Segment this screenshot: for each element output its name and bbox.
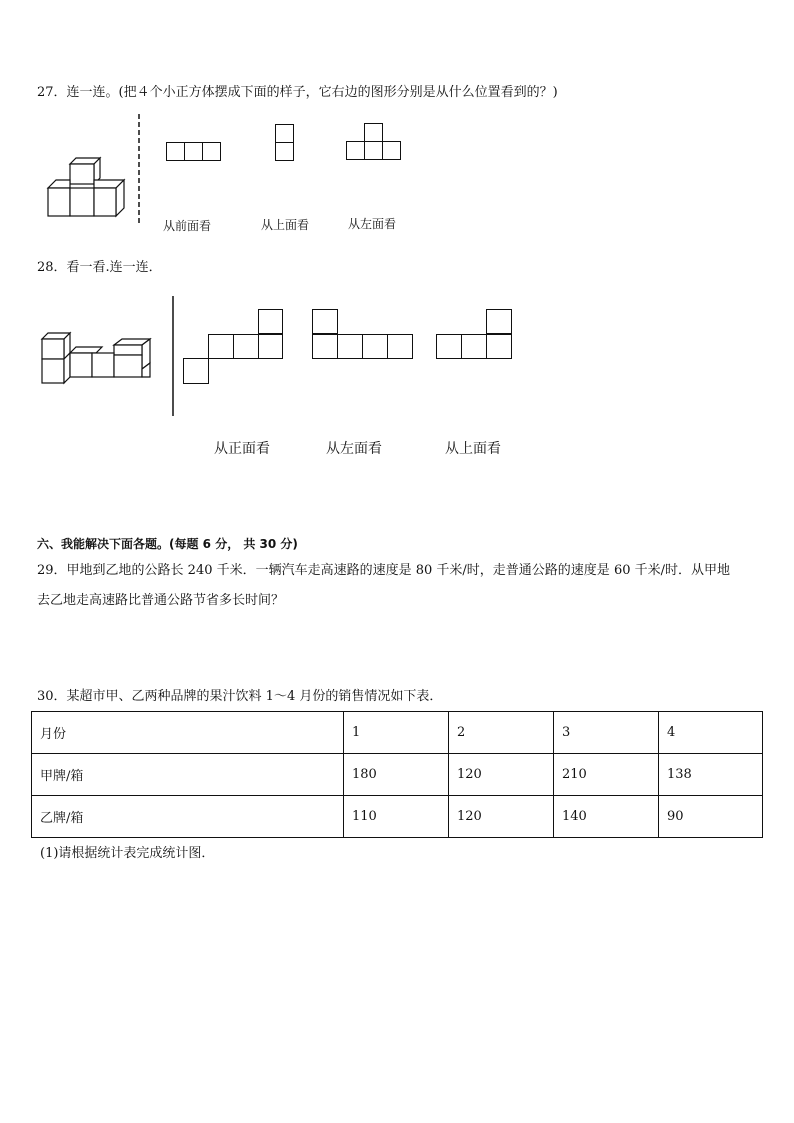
table-cell: 140 <box>554 796 659 838</box>
q27-label-front: 从前面看 <box>163 219 212 233</box>
section6-title: 六、我能解决下面各题。(每题 6 分， 共 30 分) <box>37 537 298 551</box>
table-cell: 1 <box>344 712 449 754</box>
q29-line1: 29．甲地到乙地的公路长 240 千米．一辆汽车走高速路的速度是 80 千米/时，走普通公路的速度是 60 千米/时．从甲地 <box>37 563 730 578</box>
q28-label-left: 从左面看 <box>326 441 382 457</box>
table-cell: 乙牌/箱 <box>32 796 344 838</box>
table-cell: 2 <box>449 712 554 754</box>
sales-table <box>31 711 763 838</box>
table-cell: 210 <box>554 754 659 796</box>
q30-text: 30．某超市甲、乙两种品牌的果汁饮料 1～4 月份的销售情况如下表． <box>37 689 443 704</box>
q30-sub1: (1)请根据统计表完成统计图． <box>40 846 215 861</box>
q27-dashed-divider <box>137 114 141 226</box>
q28-label-top: 从上面看 <box>445 441 501 457</box>
table-cell: 180 <box>344 754 449 796</box>
q27-text: 27．连一连。(把４个小正方体摆成下面的样子，它右边的图形分别是从什么位置看到的？) <box>37 85 558 100</box>
table-cell: 120 <box>449 754 554 796</box>
q29-line2: 去乙地走高速路比普通公路节省多长时间？ <box>37 593 285 608</box>
q27-view-a <box>166 142 222 162</box>
q27-view-c <box>346 123 402 161</box>
q27-cube-figure <box>44 158 124 220</box>
table-row <box>32 754 763 796</box>
table-row <box>32 796 763 838</box>
table-header-row <box>32 712 763 754</box>
table-cell: 110 <box>344 796 449 838</box>
table-cell: 甲牌/箱 <box>32 754 344 796</box>
table-cell: 4 <box>659 712 763 754</box>
q27-view-b <box>275 124 295 162</box>
q28-view-a <box>183 309 284 385</box>
q28-divider <box>171 296 175 416</box>
q28-view-c <box>436 309 513 361</box>
q28-cube-figure <box>42 333 152 385</box>
table-cell: 月份 <box>32 712 344 754</box>
q28-label-front: 从正面看 <box>214 441 270 457</box>
q27-label-top: 从上面看 <box>261 218 310 232</box>
table-cell: 3 <box>554 712 659 754</box>
q27-label-left: 从左面看 <box>348 217 397 231</box>
q28-text: 28．看一看.连一连． <box>37 260 162 275</box>
table-cell: 138 <box>659 754 763 796</box>
q28-view-b <box>312 309 414 361</box>
table-cell: 90 <box>659 796 763 838</box>
table-cell: 120 <box>449 796 554 838</box>
